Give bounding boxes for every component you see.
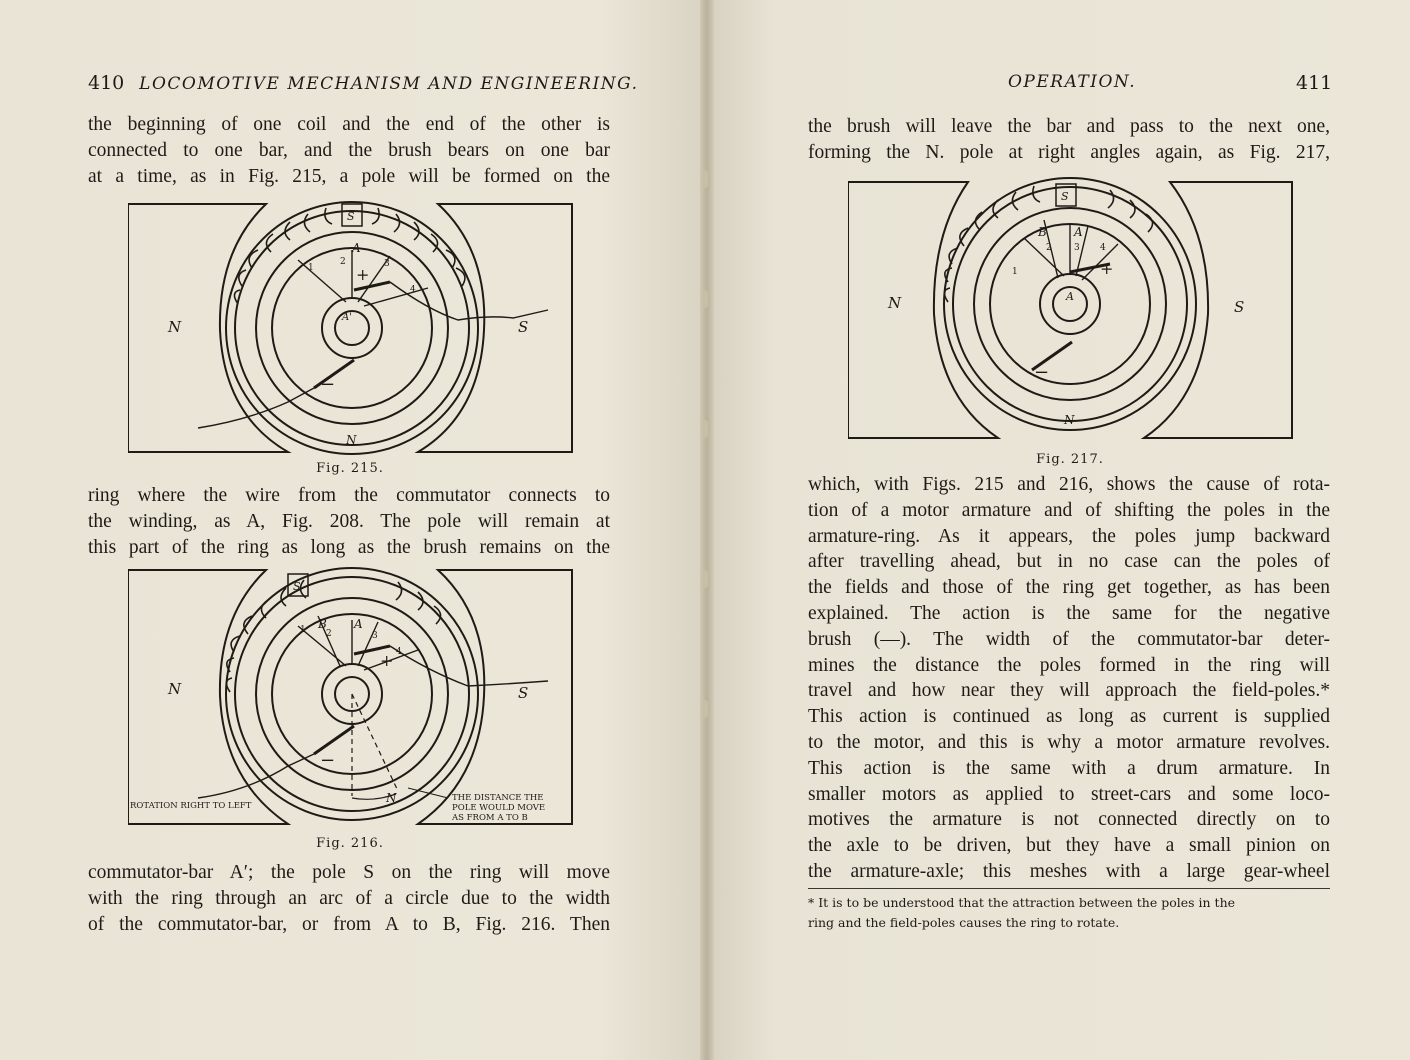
right-page-number: 411	[1296, 72, 1333, 94]
label-num4: 4	[396, 647, 402, 657]
left-page-number: 410	[88, 72, 125, 94]
label-plus: +	[356, 265, 370, 284]
right-header-title-wrap	[1008, 72, 1136, 92]
label-a: A	[1074, 225, 1083, 239]
left-running-head	[88, 72, 639, 94]
label-b: B	[318, 617, 327, 631]
text-line: This action is continued as long as current is supplied	[808, 706, 1330, 728]
label-s-top: S	[347, 210, 355, 223]
right-page-number-wrap	[1296, 72, 1332, 94]
text-line: brush (—). The width of the commutator-bar deter-	[808, 628, 1330, 650]
label-num2: 2	[1046, 243, 1052, 253]
field-frame-left	[128, 204, 288, 452]
text-line: of the commutator-bar, or from A to B, Fig. 216. Then	[88, 914, 610, 935]
fig215-caption: Fig. 215.	[316, 461, 384, 476]
label-s-right: S	[1234, 298, 1245, 316]
label-num2: 2	[326, 629, 332, 639]
label-s-right: S	[518, 318, 529, 336]
label-minus: −	[320, 374, 336, 395]
footnote-line: ring and the field-poles causes the ring to rotate.	[808, 915, 1120, 930]
text-line: connected to one bar, and the brush bears on one bar	[88, 140, 610, 161]
text-line: to the motor, and this is why a motor armature revolves.	[808, 732, 1330, 753]
text-line: commutator-bar A′; the pole S on the ring will move	[88, 862, 610, 883]
label-plus: +	[380, 651, 394, 670]
text-line: this part of the ring as long as the brush remains on the	[88, 537, 610, 558]
label-num4: 4	[1100, 243, 1106, 253]
outer-ring	[226, 202, 478, 454]
fig217-caption: Fig. 217.	[1036, 452, 1104, 467]
figure-216	[128, 566, 578, 830]
label-num3: 3	[372, 631, 378, 641]
left-header-title: LOCOMOTIVE MECHANISM AND ENGINEERING.	[139, 74, 639, 94]
text-line: forming the N. pole at right angles again, as Fig. 217,	[808, 142, 1330, 163]
figure-215	[128, 190, 578, 458]
label-minus: −	[1034, 362, 1050, 383]
text-line: the beginning of one coil and the end of the other is	[88, 114, 610, 135]
text-line: ring where the wire from the commutator connects to	[88, 485, 610, 506]
label-num3: 3	[384, 259, 390, 269]
figure-217	[848, 174, 1294, 442]
field-frame-left	[128, 570, 288, 824]
text-line: explained. The action is the same for the negative	[808, 603, 1330, 624]
binding-thread	[702, 290, 708, 308]
text-line: motives the armature is not connected directly on to	[808, 809, 1330, 831]
label-num3: 3	[1074, 243, 1080, 253]
text-line: smaller motors as applied to street-cars and some loco-	[808, 783, 1330, 805]
label-n-bottom: N	[1064, 413, 1075, 427]
label-distance-3: AS FROM A TO B	[452, 813, 528, 823]
text-line: armature-ring. As it appears, the poles jump backward	[808, 525, 1330, 547]
label-num2: 2	[340, 257, 346, 267]
text-line: the armature-axle; this meshes with a large gear-wheel	[808, 861, 1330, 882]
commutator	[322, 298, 382, 358]
binding-thread	[702, 170, 708, 188]
label-num1: 1	[300, 625, 306, 635]
field-frame-right	[418, 570, 572, 824]
label-distance-1: THE DISTANCE THE	[452, 793, 544, 803]
text-line: the brush will leave the bar and pass to the next one,	[808, 116, 1330, 137]
text-line: the fields and those of the ring get together, as has been	[808, 577, 1330, 599]
label-minus: −	[320, 750, 336, 771]
commutator	[1040, 274, 1100, 334]
label-a: A	[352, 241, 361, 255]
label-a-center: A	[1066, 290, 1074, 303]
label-num1: 1	[308, 263, 314, 273]
footnote-line: * It is to be understood that the attraction between the poles in the	[808, 895, 1236, 910]
label-n-left: N	[888, 294, 902, 312]
label-s-top: S	[293, 580, 301, 593]
label-n-left: N	[168, 680, 182, 698]
label-n-bottom: N	[386, 791, 397, 805]
book-gutter	[700, 0, 714, 1060]
label-plus: +	[1100, 259, 1114, 278]
text-line: the winding, as A, Fig. 208. The pole will remain at	[88, 511, 610, 532]
right-header-title: OPERATION.	[1008, 72, 1137, 92]
binding-thread	[702, 700, 708, 718]
footnote-rule	[808, 888, 1330, 889]
text-line: travel and how near they will approach the field-poles.*	[808, 680, 1330, 702]
label-b: B	[1038, 225, 1047, 239]
label-rotation: ROTATION RIGHT TO LEFT	[130, 801, 252, 811]
text-line: with the ring through an arc of a circle due to the width	[88, 888, 610, 909]
label-s-top: S	[1061, 190, 1069, 203]
binding-thread	[702, 420, 708, 438]
label-num4: 4	[410, 285, 416, 295]
label-n-bottom: N	[346, 433, 357, 447]
outer-ring	[944, 178, 1196, 430]
label-a-prime: A'	[342, 312, 352, 323]
binding-thread	[702, 570, 708, 588]
label-s-right: S	[518, 684, 529, 702]
text-line: at a time, as in Fig. 215, a pole will be formed on the	[88, 166, 610, 187]
label-distance-2: POLE WOULD MOVE	[452, 803, 546, 813]
text-line: mines the distance the poles formed in the ring will	[808, 654, 1330, 676]
label-n-left: N	[168, 318, 182, 336]
field-frame-right	[418, 204, 572, 452]
label-a: A	[354, 617, 363, 631]
text-line: tion of a motor armature and of shifting the poles in the	[808, 499, 1330, 521]
text-line: which, with Figs. 215 and 216, shows the cause of rota-	[808, 474, 1330, 495]
fig216-caption: Fig. 216.	[316, 836, 384, 851]
text-line: This action is the same with a drum armature. In	[808, 757, 1330, 779]
text-line: after travelling ahead, but in no case can the poles of	[808, 551, 1330, 573]
label-num1: 1	[1012, 267, 1018, 277]
text-line: the axle to be driven, but they have a small pinion on	[808, 835, 1330, 857]
